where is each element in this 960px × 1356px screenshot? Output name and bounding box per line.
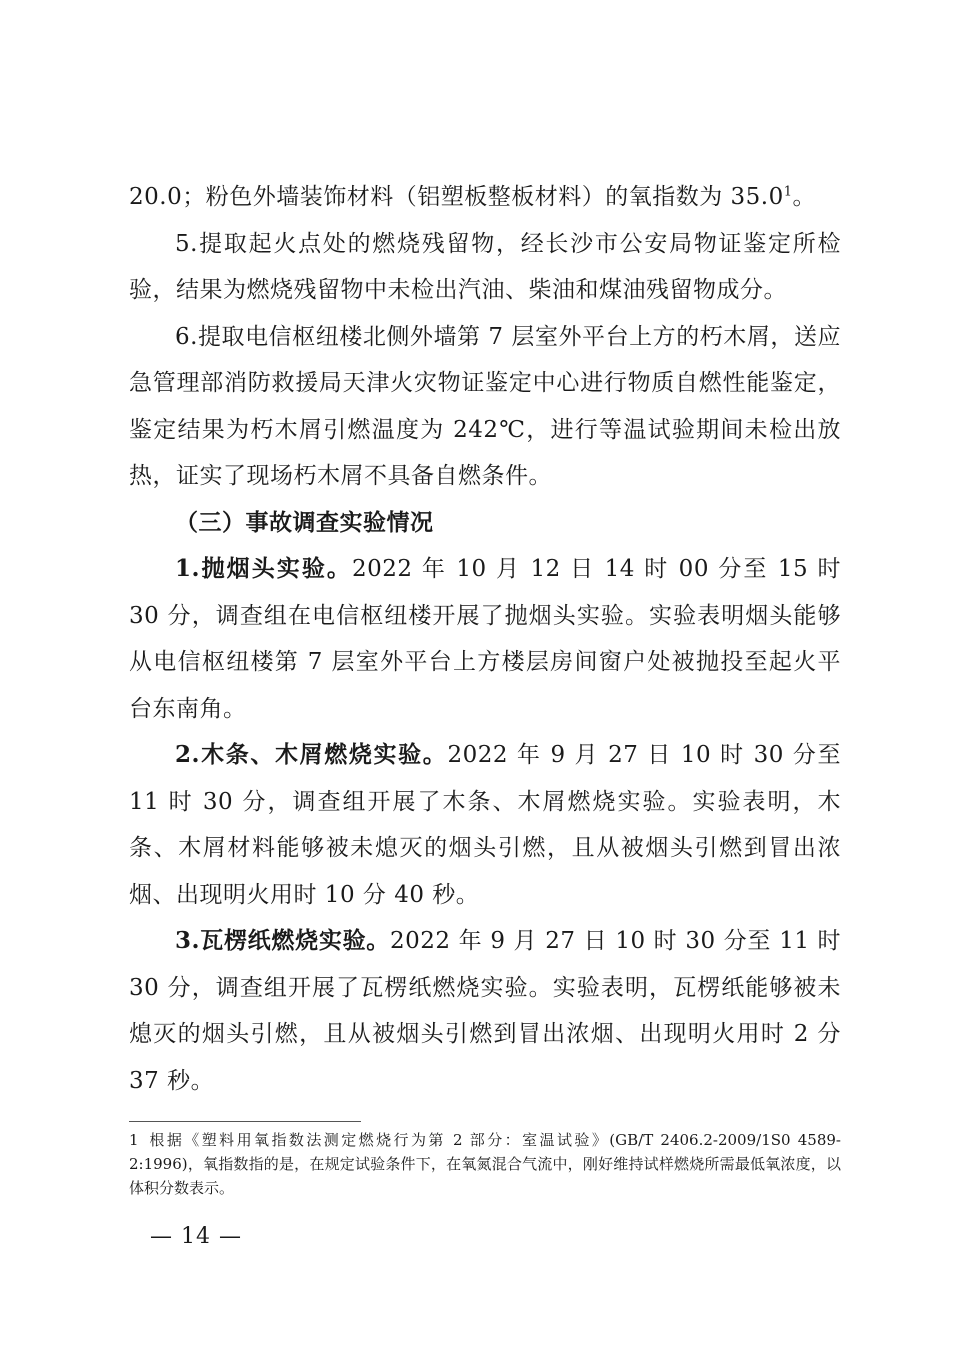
page-number: — 14 — — [150, 1224, 242, 1249]
footnote-text: 根据《塑料用氧指数法测定燃烧行为第 2 部分：室温试验》(GB/T 2406.2-2009/1S0 4589-2:1996)，氧指数指的是，在规定试验条件下，在氧氮混合气流中，刚好维持试样燃烧所需最低氧浓度，以体积分数表示。 — [129, 1131, 841, 1197]
footnote-reference: 1 — [783, 184, 793, 200]
paragraph-item-5: 5.提取起火点处的燃烧残留物，经长沙市公安局物证鉴定所检验，结果为燃烧残留物中未检出汽油、柴油和煤油残留物成分。 — [129, 230, 841, 303]
experiment-3-title: 3.瓦楞纸燃烧实验。 — [175, 927, 391, 954]
paragraph-tail: 。 — [792, 184, 817, 210]
experiment-1-text: 2022 年 10 月 12 日 14 时 00 分至 15 时 30 分，调查组在电信枢纽楼开展了抛烟头实验。实验表明烟头能够从电信枢纽楼第 7 层室外平台上方楼层房间窗户处被抛投至起火平台东南角。 — [129, 556, 841, 722]
experiment-2-title: 2.木条、木屑燃烧实验。 — [175, 741, 448, 768]
body-text — [129, 174, 841, 1104]
paragraph-item-6: 6.提取电信枢纽楼北侧外墙第 7 层室外平台上方的朽木屑，送应急管理部消防救援局天津火灾物证鉴定中心进行物质自燃性能鉴定，鉴定结果为朽木屑引燃温度为 242℃，进行等温试验期间未检出放热，证实了现场朽木屑不具备自燃条件。 — [129, 323, 841, 489]
footnote-mark: 1 — [129, 1131, 139, 1149]
footnote-divider — [129, 1121, 361, 1122]
experiment-1-title: 1.抛烟头实验。 — [175, 555, 353, 582]
experiment-2-text: 2022 年 9 月 27 日 10 时 30 分至 11 时 30 分，调查组开展了木条、木屑燃烧实验。实验表明，木条、木屑材料能够被未熄灭的烟头引燃，且从被烟头引燃到冒出浓烟、出现明火用时 10 分 40 秒。 — [129, 742, 842, 908]
experiment-2 — [129, 732, 841, 918]
experiment-3-text: 2022 年 9 月 27 日 10 时 30 分至 11 时 30 分，调查组开展了瓦楞纸燃烧实验。实验表明，瓦楞纸能够被未熄灭的烟头引燃，且从被烟头引燃到冒出浓烟、出现明火用时 2 分 37 秒。 — [129, 928, 841, 1094]
experiment-1 — [129, 546, 841, 732]
experiment-3 — [129, 918, 841, 1104]
paragraph-text: 20.0；粉色外墙装饰材料（铝塑板整板材料）的氧指数为 35.0 — [129, 184, 784, 210]
section-heading: （三）事故调查实验情况 — [175, 508, 434, 536]
paragraph-oxygen-index — [129, 174, 841, 221]
footnote — [129, 1128, 841, 1200]
